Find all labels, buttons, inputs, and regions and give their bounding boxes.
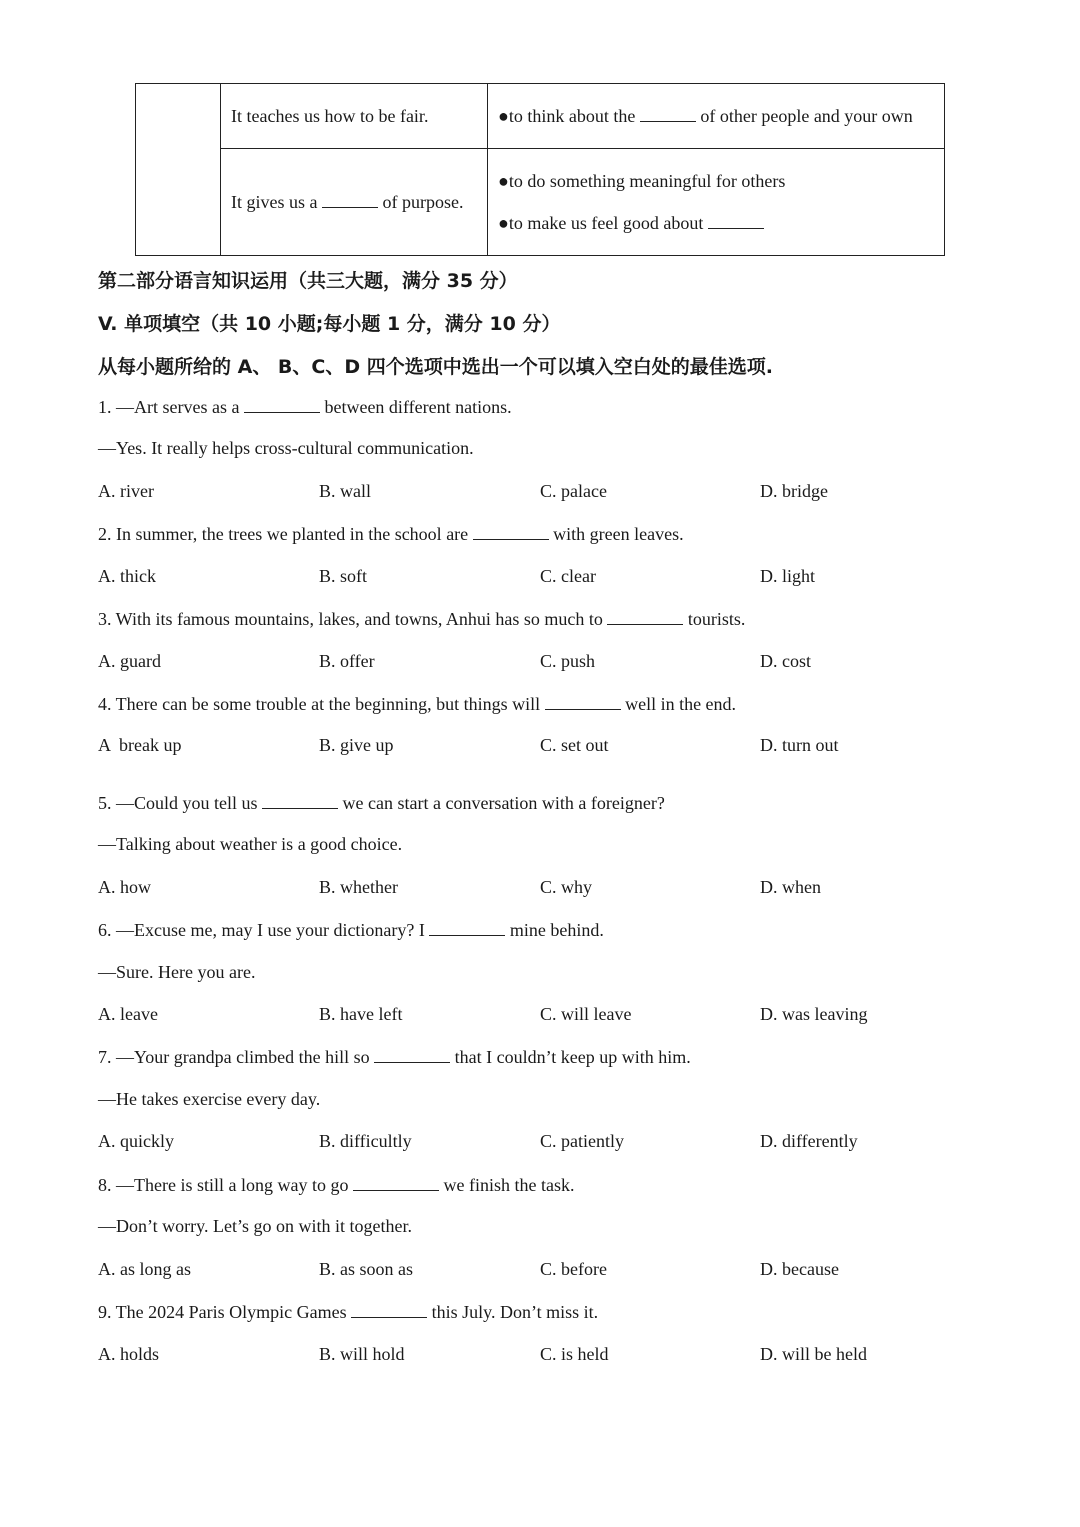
answer-blank (640, 105, 696, 122)
answer-blank (473, 523, 549, 540)
option-c: C. will leave (540, 1004, 632, 1024)
option-d: D. will be held (760, 1344, 867, 1364)
question-6-reply: —Sure. Here you are. (98, 962, 256, 982)
option-b: B. whether (319, 877, 398, 897)
option-b: B. as soon as (319, 1259, 413, 1279)
option-d: D. light (760, 566, 816, 586)
option-d: D. bridge (760, 481, 828, 501)
option-a: A. quickly (98, 1131, 174, 1151)
answer-blank (374, 1046, 450, 1063)
question-6-options (98, 1004, 998, 1030)
question-4-options (98, 735, 998, 761)
detail-bullet: ●to do something meaningful for others (498, 171, 786, 191)
question-text-pre: 3. With its famous mountains, lakes, and towns, Anhui has so much to (98, 609, 603, 629)
option-d: D. when (760, 877, 821, 897)
question-1 (98, 396, 512, 418)
option-b: B. difficultly (319, 1131, 412, 1151)
question-8 (98, 1174, 574, 1196)
question-7 (98, 1046, 691, 1068)
option-c: C. before (540, 1259, 607, 1279)
question-8-options (98, 1259, 998, 1285)
reason-text: It teaches us how to be fair. (231, 105, 429, 126)
answer-blank (429, 919, 505, 936)
question-text-post: between different nations. (324, 397, 512, 417)
option-a: A. guard (98, 651, 161, 671)
info-table (135, 83, 945, 256)
option-d: D. turn out (760, 735, 839, 755)
table-detail-cell (488, 84, 945, 149)
option-d: D. cost (760, 651, 811, 671)
answer-blank (244, 396, 320, 413)
option-b: B. soft (319, 566, 368, 586)
question-text-pre: 1. —Art serves as a (98, 397, 240, 417)
option-c: C. why (540, 877, 593, 897)
answer-blank (708, 212, 764, 229)
question-text-post: we can start a conversation with a foreigner? (342, 793, 665, 813)
question-9-options (98, 1344, 998, 1370)
answer-blank (262, 792, 338, 809)
answer-blank (353, 1174, 439, 1191)
question-3-options (98, 651, 998, 677)
detail-text-pre: ●to think about the (498, 106, 636, 126)
option-a: A break up (98, 735, 182, 755)
option-c: C. patiently (540, 1131, 624, 1151)
question-1-options (98, 481, 998, 507)
option-a: A. river (98, 481, 154, 501)
part-title: 第二部分语言知识运用（共三大题，满分 35 分） (98, 270, 518, 292)
answer-blank (607, 608, 683, 625)
question-text-post: mine behind. (509, 920, 604, 940)
option-b: B. give up (319, 735, 394, 755)
question-5-options (98, 877, 998, 903)
question-5 (98, 792, 665, 814)
question-text-pre: 9. The 2024 Paris Olympic Games (98, 1302, 347, 1322)
table-detail-cell (488, 149, 945, 256)
option-c: C. set out (540, 735, 609, 755)
table-row (136, 84, 945, 149)
question-text-post: that I couldn’t keep up with him. (454, 1047, 691, 1067)
question-7-reply: —He takes exercise every day. (98, 1089, 321, 1109)
question-7-options (98, 1131, 998, 1157)
question-text-post: well in the end. (625, 694, 737, 714)
option-c: C. is held (540, 1344, 609, 1364)
question-text-pre: 8. —There is still a long way to go (98, 1175, 349, 1195)
question-text-post: we finish the task. (443, 1175, 575, 1195)
option-d: D. because (760, 1259, 839, 1279)
question-text-pre: 5. —Could you tell us (98, 793, 258, 813)
question-5-reply: —Talking about weather is a good choice. (98, 834, 403, 854)
option-c: C. palace (540, 481, 607, 501)
question-text-post: with green leaves. (553, 524, 684, 544)
table-reason-cell (221, 149, 488, 256)
question-2 (98, 523, 684, 545)
detail-text-post: of other people and your own (700, 106, 913, 126)
option-c: C. push (540, 651, 596, 671)
question-text-post: this July. Don’t miss it. (431, 1302, 599, 1322)
question-8-reply: —Don’t worry. Let’s go on with it together. (98, 1216, 412, 1236)
reason-text-post: of purpose. (382, 192, 464, 212)
section-instruction: 从每小题所给的 A、 B、C、D 四个选项中选出一个可以填入空白处的最佳选项. (98, 356, 773, 378)
section-title: V. 单项填空（共 10 小题;每小题 1 分，满分 10 分） (98, 313, 561, 335)
answer-blank (322, 191, 378, 208)
option-b: B. wall (319, 481, 371, 501)
question-3 (98, 608, 745, 630)
question-text-pre: 2. In summer, the trees we planted in the school are (98, 524, 469, 544)
answer-blank (545, 693, 621, 710)
table-row (136, 149, 945, 256)
table-reason-cell (221, 84, 488, 149)
question-6 (98, 919, 604, 941)
option-d: D. was leaving (760, 1004, 868, 1024)
question-text-pre: 7. —Your grandpa climbed the hill so (98, 1047, 370, 1067)
question-4 (98, 693, 736, 715)
question-text-pre: 4. There can be some trouble at the beginning, but things will (98, 694, 541, 714)
option-a: A. thick (98, 566, 156, 586)
option-a: A. as long as (98, 1259, 191, 1279)
option-b: B. have left (319, 1004, 403, 1024)
question-text-post: tourists. (687, 609, 746, 629)
option-a: A. leave (98, 1004, 158, 1024)
question-text-pre: 6. —Excuse me, may I use your dictionary? I (98, 920, 425, 940)
option-a: A. how (98, 877, 151, 897)
answer-blank (351, 1301, 427, 1318)
question-1-reply: —Yes. It really helps cross-cultural communication. (98, 438, 474, 458)
question-9 (98, 1301, 598, 1323)
reason-text-pre: It gives us a (231, 192, 318, 212)
table-empty-cell (136, 84, 221, 256)
option-b: B. will hold (319, 1344, 405, 1364)
option-c: C. clear (540, 566, 596, 586)
option-a: A. holds (98, 1344, 160, 1364)
option-b: B. offer (319, 651, 375, 671)
detail-bullet (498, 202, 934, 244)
question-2-options (98, 566, 998, 592)
option-d: D. differently (760, 1131, 858, 1151)
detail-text-pre: ●to make us feel good about (498, 213, 704, 233)
